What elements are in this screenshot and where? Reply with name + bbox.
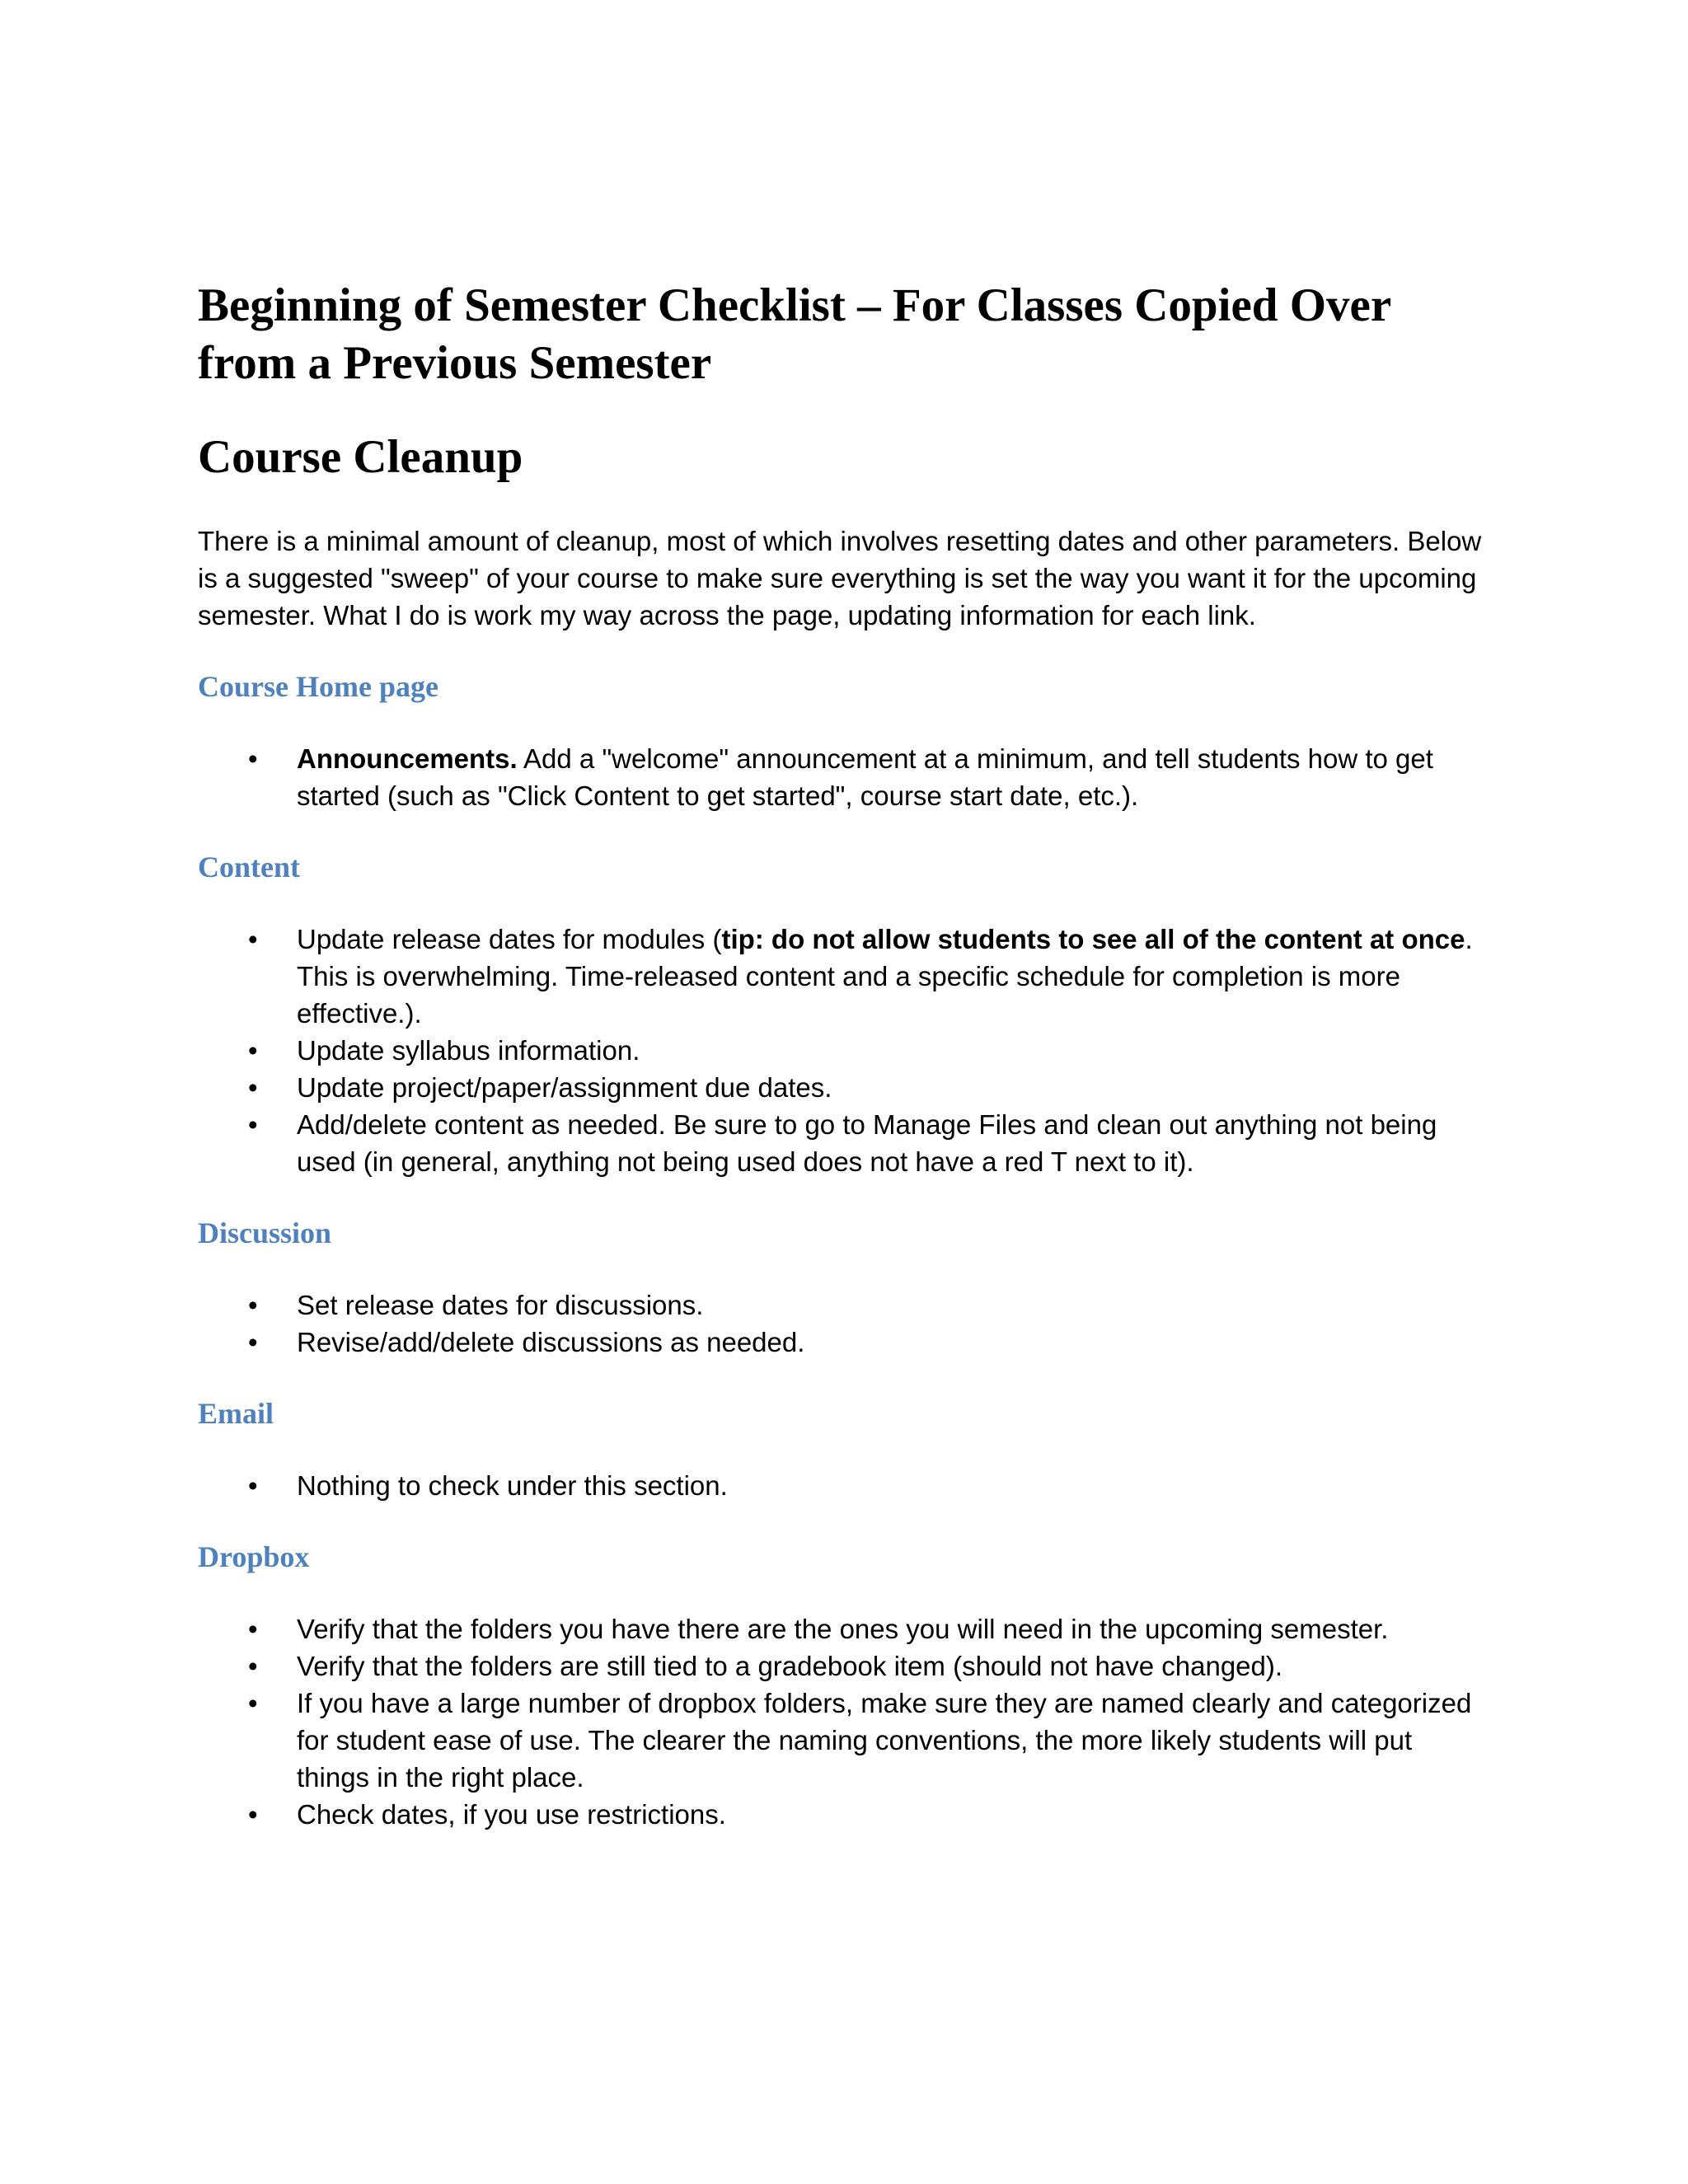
bullet-icon: • bbox=[248, 743, 258, 774]
item-text: Nothing to check under this section. bbox=[297, 1470, 728, 1501]
list-item bbox=[198, 1685, 1484, 1796]
item-text: Update release dates for modules ( bbox=[297, 924, 722, 954]
item-text: Add a "welcome" announcement at a minimum, and tell students how to get started (such as "Click Content to get started", course start date, etc.). bbox=[297, 743, 1433, 811]
list-item bbox=[198, 1796, 1484, 1833]
bullet-icon: • bbox=[248, 1688, 258, 1718]
list-item bbox=[198, 1467, 1484, 1504]
document-title: Beginning of Semester Checklist – For Classes Copied Over from a Previous Semester bbox=[198, 279, 1391, 389]
list-item bbox=[198, 1647, 1484, 1685]
bullet-icon: • bbox=[248, 1651, 258, 1681]
list-item bbox=[198, 1610, 1484, 1647]
bullet-icon: • bbox=[248, 1290, 258, 1320]
list-dropbox bbox=[198, 1610, 1484, 1833]
heading-course-home: Course Home page bbox=[198, 670, 438, 703]
heading-dropbox: Dropbox bbox=[198, 1540, 310, 1573]
document-page bbox=[198, 277, 1484, 1833]
heading-email: Email bbox=[198, 1397, 274, 1430]
bullet-icon: • bbox=[248, 1614, 258, 1644]
item-bold: tip: do not allow students to see all of the content at once bbox=[721, 924, 1465, 954]
list-item bbox=[198, 1069, 1484, 1106]
list-course-home bbox=[198, 740, 1484, 814]
list-item bbox=[198, 1106, 1484, 1180]
list-discussion bbox=[198, 1286, 1484, 1361]
bullet-icon: • bbox=[248, 1470, 258, 1501]
item-text: Add/delete content as needed. Be sure to go to Manage Files and clean out anything not being used (in general, anything not being used does not have a red T next to it). bbox=[297, 1109, 1437, 1177]
list-content bbox=[198, 921, 1484, 1180]
bullet-icon: • bbox=[248, 1799, 258, 1830]
item-text: Update syllabus information. bbox=[297, 1035, 640, 1066]
bullet-icon: • bbox=[248, 1035, 258, 1066]
list-item bbox=[198, 1286, 1484, 1324]
item-text: Check dates, if you use restrictions. bbox=[297, 1799, 726, 1830]
heading-content: Content bbox=[198, 851, 300, 883]
list-item bbox=[198, 921, 1484, 1032]
list-email bbox=[198, 1467, 1484, 1504]
intro-paragraph: There is a minimal amount of cleanup, most of which involves resetting dates and other parameters. Below is a suggested "sweep" of your course to make sure everything is set the way you want it for the upcoming semester. What I do is work my way across the page, updating information for each link. bbox=[198, 526, 1482, 630]
item-text: Verify that the folders you have there are the ones you will need in the upcoming semester. bbox=[297, 1614, 1389, 1644]
item-text: Verify that the folders are still tied to a gradebook item (should not have changed). bbox=[297, 1651, 1283, 1681]
section-title: Course Cleanup bbox=[198, 431, 523, 483]
list-item bbox=[198, 740, 1484, 814]
item-text: Update project/paper/assignment due dates. bbox=[297, 1072, 832, 1103]
bullet-icon: • bbox=[248, 1072, 258, 1103]
bullet-icon: • bbox=[248, 924, 258, 954]
heading-discussion: Discussion bbox=[198, 1216, 332, 1249]
bullet-icon: • bbox=[248, 1327, 258, 1357]
item-text: Revise/add/delete discussions as needed. bbox=[297, 1327, 805, 1357]
item-bold: Announcements. bbox=[297, 743, 518, 774]
item-text: . This is overwhelming. Time-released content and a specific schedule for completion is more effective.). bbox=[297, 924, 1473, 1029]
list-item bbox=[198, 1324, 1484, 1361]
list-item bbox=[198, 1032, 1484, 1069]
item-text: If you have a large number of dropbox folders, make sure they are named clearly and categorized for student ease of use. The clearer the naming conventions, the more likely students will put things in the right place. bbox=[297, 1688, 1472, 1793]
bullet-icon: • bbox=[248, 1109, 258, 1140]
item-text: Set release dates for discussions. bbox=[297, 1290, 704, 1320]
